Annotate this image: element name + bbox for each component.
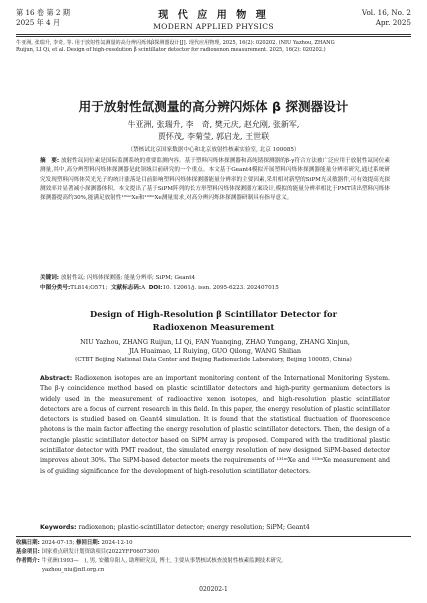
paper-title-cn: 用于放射性氙测量的高分辨闪烁体 β 探测器设计 (78, 99, 349, 114)
received-date: 2024-07-15; (41, 540, 75, 546)
paper-title-en (0, 308, 427, 334)
doi-label: DOI: (148, 285, 163, 291)
abstract-cn-text: 放射性氙同位素是国际监测系统的重要监测内容。基于塑料闪烁体探测器和高纯锗探测器的β-γ符合方法被广泛应用于放射性氙同位素测量,其中,高分辨塑料闪烁体探测器是此领域目前研究的一个重点。本文基于Geant4模拟开展塑料闪烁体探测器能量分辨率研究,通过系统研究发现塑料闪烁体荧光光子的统计涨落是目前影响塑料闪烁体探测器能量分辨率的主要因素,采用相对新型的SiPM光灵敏器件,可有效提高光探测效率并显著减小探测器体积。本文提出了基于SiPM阵列的长方形塑料闪烁体探测器方案设计,模拟的能量分辨率相比于PMT读出塑料闪烁体探测器提高约30%,能满足放射性¹³¹ᵐXe和¹³³ᵐXe测量需求,对高分辨闪烁体探测器研制具有指导意义。 (40, 158, 390, 202)
authors-cn (60, 119, 367, 143)
volume-en: Vol. 16, No. 2 (361, 8, 411, 17)
author-bio-line (16, 557, 411, 566)
citation-line-2: Ruijun, LI Qi, et al. Design of high-resolution β scintillator detector for radioxenon measurement. 2025, 16(2): 020202.) (16, 47, 326, 54)
fund-text: 国家重点研发计划资助项目(2022YFF0607300) (41, 549, 160, 555)
journal-name-en: MODERN APPLIED PHYSICS (153, 22, 274, 31)
abstract-en-text: Radioxenon isotopes are an important monitoring content of the International Monitoring System. The β-γ coincidence method based on plastic scintillator detectors and high-purity germanium detectors is widely used in the measurement of radioactive xenon isotopes, and high-resolution plastic scintillator detectors are a focus of current research in this field. In this paper, the energy resolution of plastic scintillator detectors is studied based on Geant4 simulation. It is found that the statistical fluctuation of fluorescence photons is the main factor affecting the energy resolution of plastic scintillator detectors. Then, the design of a rectangle plastic scintillator detector based on SiPM array is proposed. Compared with the traditional plastic scintillator detector with PMT readout, the simulated energy resolution of new designed SiPM-based detector improves about 30%. The SiPM-based detector meets the requirements of ¹³¹ᵐXe and ¹³³ᵐXe measurement and is of guiding significance for the development of high-resolution scintillator detectors. (40, 375, 390, 475)
affiliation-cn: （禁核试北京国家数据中心和北京放射性核素实验室, 北京 100085） (127, 147, 300, 153)
citation (16, 40, 411, 55)
dates-line (16, 539, 411, 548)
authors-en (40, 338, 390, 356)
keywords-en-label: Keywords: (40, 524, 77, 531)
author-email[interactable]: yazhou_niu@nfl.org.cn (42, 567, 105, 573)
keywords-cn-text: 放射性氙; 闪烁体探测器; 能量分辨率; SiPM; Geant4 (60, 275, 196, 281)
title-en-line-1: Design of High-Resolution β Scintillator Detector for (90, 309, 337, 319)
doi-value: 10. 12061/j. issn. 2095-6223. 202407015 (162, 285, 279, 291)
volume-issue-cn: 第 16 卷 第 2 期 (16, 8, 70, 17)
abstract-cn (40, 157, 390, 203)
classification-cn: 中图分类号:TL814;O571; 文献标志码:A DOI:10. 12061/j. issn. 2095-6223. 202407015 (40, 285, 279, 291)
keywords-en-text: radioxenon; plastic-scintillator detector; energy resolution; SiPM; Geant4 (78, 524, 310, 531)
fund-line (16, 548, 411, 557)
abstract-cn-label: 摘 要: (40, 158, 60, 164)
affiliation-en: (CTBT Beijing National Data Center and Beijing Radionuclide Laboratory, Beijing 100085, China) (75, 357, 352, 363)
authors-cn-line-1: 牛亚洲, 张瑞升, 李 奇, 樊元庆, 赵允刚, 张新军, (127, 120, 300, 129)
header-rule-thin (16, 36, 411, 37)
authors-cn-line-2: 贾怀茂, 李菊莹, 郭启龙, 王世联 (157, 132, 270, 141)
date-cn: 2025 年 4 月 (16, 18, 61, 27)
abstract-en-label: Abstract: (40, 375, 73, 382)
keywords-en (40, 523, 390, 533)
footnotes (16, 539, 411, 575)
fund-label: 基金项目: (16, 549, 40, 555)
footnote-rule (16, 536, 411, 537)
header-right (362, 8, 411, 28)
authors-en-line-1: NIU Yazhou, ZHANG Ruijun, LI Qi, FAN Yuanqing, ZHAO Yungang, ZHANG Xinjun, (80, 338, 350, 346)
received-label: 收稿日期: (16, 540, 40, 546)
title-en-line-2: Radioxenon Measurement (152, 322, 275, 332)
keywords-cn-label: 关键词: (40, 275, 60, 281)
author-bio-text: 牛亚洲(1993— ), 男, 安徽阜阳人, 助理研究员, 博士, 主要从事禁核试核查放射性核素监测技术研究。 (41, 558, 287, 564)
page-number: 020202-1 (199, 586, 228, 593)
revised-label: 修回日期: (76, 540, 100, 546)
header-rule (16, 34, 411, 35)
authors-en-line-2: JIA Huaimao, LI Ruiying, GUO Qilong, WANG Shilian (128, 347, 302, 355)
author-bio-label: 作者简介: (16, 558, 40, 564)
date-en: Apr. 2025 (375, 18, 411, 27)
clc-label: 中图分类号: (40, 285, 71, 291)
doc-code-value: A (141, 285, 146, 291)
clc-value: TL814;O571 (70, 285, 106, 291)
doc-code-label: 文献标志码: (110, 285, 142, 291)
abstract-en (40, 374, 390, 477)
keywords-cn (40, 274, 390, 283)
revised-date: 2024-12-10 (101, 540, 133, 546)
citation-line-1: 牛亚洲, 张瑞升, 李奇, 等. 用于放射性氙测量的高分辨闪烁体β探测器设计[J]. 现代应用物理, 2025, 16(2): 020202. (NIU Yazhou, ZHANG (16, 40, 335, 46)
journal-name-cn: 现 代 应 用 物 理 (158, 10, 269, 21)
